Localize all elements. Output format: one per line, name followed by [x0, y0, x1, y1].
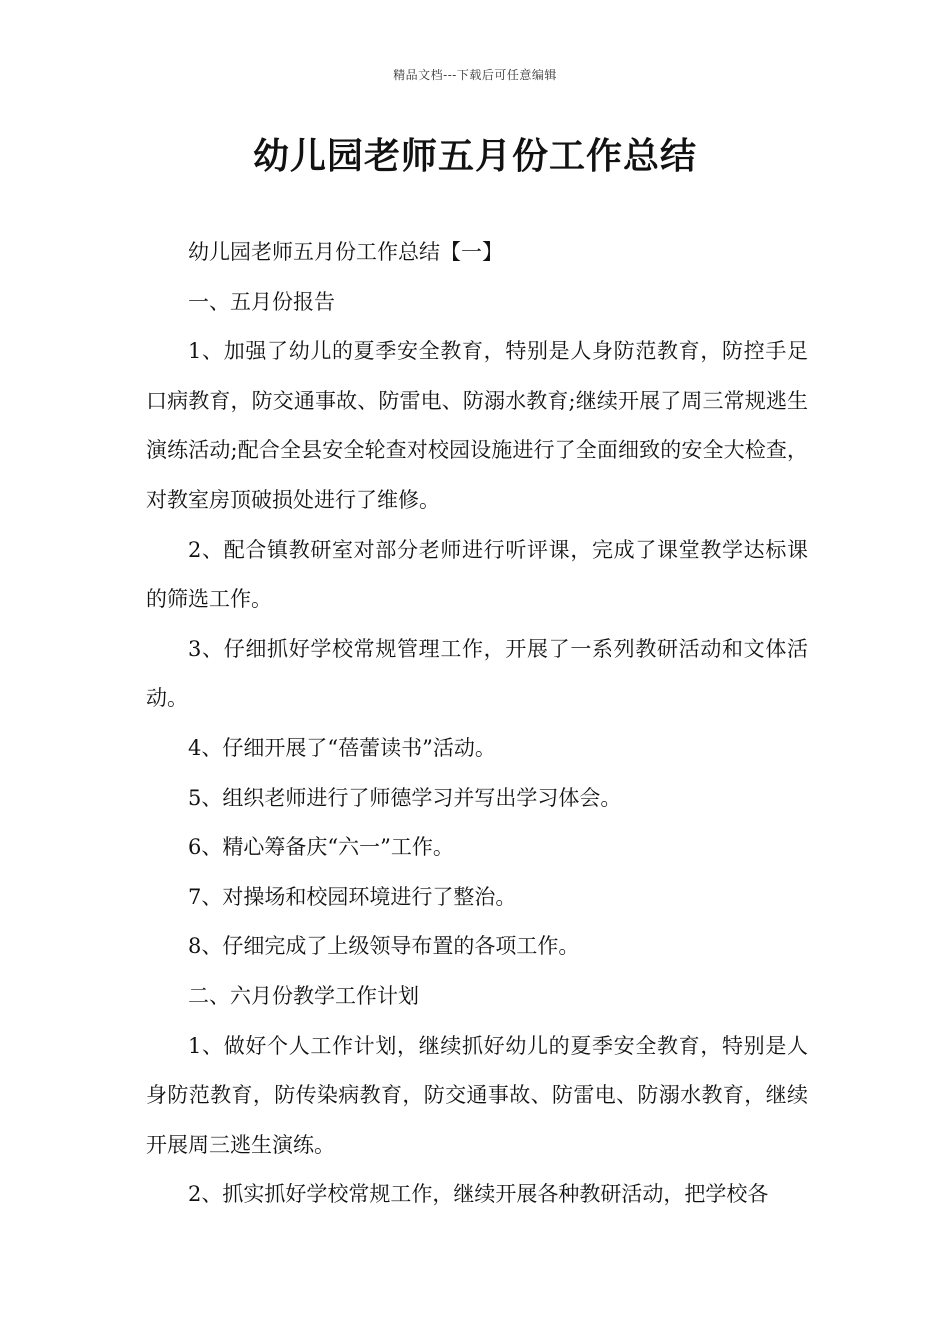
section-heading-june-plan: 二、六月份教学工作计划	[188, 983, 419, 1008]
paragraph: 5、组织老师进行了师德学习并写出学习体会。	[188, 785, 622, 810]
paragraph: 6、精心筹备庆“六一”工作。	[188, 835, 454, 860]
paragraph: 7、对操场和校园环境进行了整治。	[188, 884, 517, 909]
paragraph: 1、做好个人工作计划，继续抓好幼儿的夏季安全教育，特别是人身防范教育，防传染病教育，防交通事故、防雷电、防溺水教育，继续开展周三逃生演练。	[146, 1033, 808, 1157]
document-body	[146, 228, 808, 1220]
paragraph: 4、仔细开展了“蓓蕾读书”活动。	[188, 735, 496, 760]
paragraph: 3、仔细抓好学校常规管理工作，开展了一系列教研活动和文体活动。	[146, 636, 808, 711]
document-title: 幼儿园老师五月份工作总结	[252, 135, 697, 177]
paragraph: 8、仔细完成了上级领导布置的各项工作。	[188, 934, 580, 959]
subtitle-paragraph: 幼儿园老师五月份工作总结【一】	[188, 240, 503, 264]
paragraph: 2、抓实抓好学校常规工作，继续开展各种教研活动，把学校各	[188, 1182, 769, 1207]
section-heading-may-report: 一、五月份报告	[188, 289, 335, 314]
paragraph: 2、配合镇教研室对部分老师进行听评课，完成了课堂教学达标课的筛选工作。	[146, 537, 808, 612]
header-note: 精品文档---下载后可任意编辑	[393, 68, 557, 82]
paragraph: 1、加强了幼儿的夏季安全教育，特别是人身防范教育，防控手足口病教育，防交通事故、防雷电、防溺水教育;继续开展了周三常规逃生演练活动;配合全县安全轮查对校园设施进行了全面细致的安全大检查，对教室房顶破损处进行了维修。	[146, 339, 808, 512]
